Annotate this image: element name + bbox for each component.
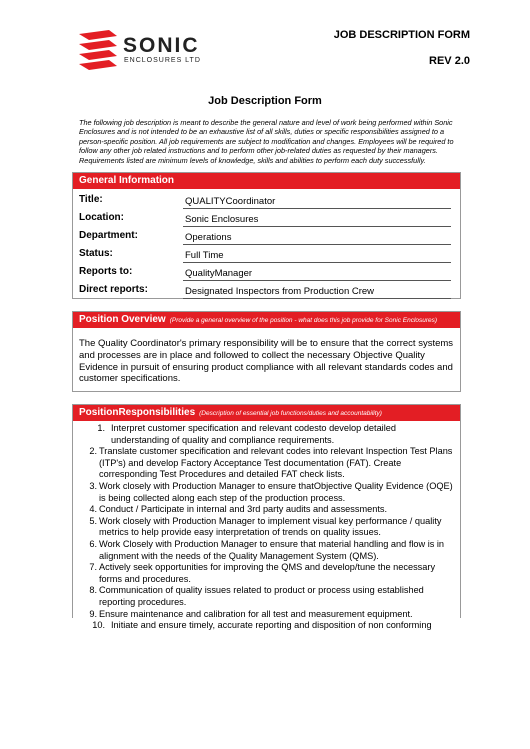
item-text: Conduct / Participate in internal and 3rd party audits and assessments.	[99, 504, 388, 515]
item-number: 4.	[89, 504, 97, 515]
position-responsibilities-header	[73, 405, 460, 421]
item-number: 10.	[92, 620, 105, 631]
document-title: Job Description Form	[208, 95, 322, 107]
position-overview-note: (Provide a general overview of the position - what does this job provide for Sonic Enclosures)	[169, 317, 438, 324]
item-number: 9.	[89, 608, 97, 619]
item-number: 2.	[89, 446, 97, 457]
position-overview-header	[73, 312, 460, 328]
field-label: Title:	[79, 194, 103, 205]
company-logo	[79, 30, 219, 74]
list-item	[79, 504, 454, 516]
revision-label: REV 2.0	[429, 55, 470, 67]
field-label: Reports to:	[79, 266, 133, 277]
item-number: 7.	[89, 562, 97, 573]
item-number: 8.	[89, 585, 97, 596]
field-row-reports-to	[79, 264, 454, 282]
item-text: Communication of quality issues related to product or process using established reporting procedures.	[99, 585, 424, 607]
position-overview-section	[72, 311, 461, 392]
responsibilities-list[interactable]	[73, 421, 460, 632]
item-number: 3.	[89, 480, 97, 491]
position-responsibilities-section	[72, 404, 461, 631]
item-text: Initiate and ensure timely, accurate reporting and disposition of non conforming	[111, 620, 432, 631]
list-item	[79, 562, 454, 585]
field-row-title	[79, 192, 454, 210]
title-field[interactable]: QUALITYCoordinator	[183, 195, 451, 209]
direct-reports-field[interactable]: Designated Inspectors from Production Crew	[183, 285, 451, 299]
field-row-direct-reports	[79, 282, 454, 300]
field-label: Department:	[79, 230, 138, 241]
field-row-location	[79, 210, 454, 228]
item-text: Work closely with Production Manager to ensure thatObjective Quality Evidence (OQE) is being collected along each step of the production process.	[99, 480, 453, 503]
list-item	[79, 423, 454, 446]
field-label: Status:	[79, 248, 113, 259]
form-title: JOB DESCRIPTION FORM	[333, 29, 470, 41]
item-text: Interpret customer specification and relevant codesto develop detailed understanding of quality and compliance requirements.	[111, 423, 396, 445]
item-number: 6.	[89, 538, 97, 549]
list-item	[79, 620, 454, 632]
location-field[interactable]: Sonic Enclosures	[183, 213, 451, 227]
position-overview-text[interactable]: The Quality Coordinator's primary responsibility will be to ensure that the correct systems and processes are in place and followed to collect the necessary Objective Quality Evidence in pursuit of ensuring product compliance with all relevant standards codes and customer specifications.	[79, 338, 454, 385]
position-overview-heading: Position Overview	[79, 314, 166, 325]
general-information-heading: General Information	[73, 173, 460, 189]
item-text: Work Closely with Production Manager to ensure that material handling and flow is in alignment with the needs of the Quality Management System (QMS).	[99, 538, 445, 561]
status-field[interactable]: Full Time	[183, 249, 451, 263]
item-text: Actively seek opportunities for improving the QMS and develop/tune the necessary forms and procedures.	[99, 562, 436, 584]
field-label: Direct reports:	[79, 284, 148, 295]
position-responsibilities-heading: PositionResponsibilities	[79, 407, 196, 418]
reports-to-field[interactable]: QualityManager	[183, 267, 451, 281]
item-text: Translate customer specification and relevant codes into relevant Inspection Test Plans (ITP's) and develop Factory Acceptance Test documentation (FAT). Create corresponding Test Procedures and detailed FAT check lists.	[99, 446, 453, 480]
item-number: 1.	[97, 423, 105, 433]
position-responsibilities-note: (Description of essential job functions/duties and accountability)	[199, 410, 382, 417]
list-item	[79, 539, 454, 562]
department-field[interactable]: Operations	[183, 231, 451, 245]
list-item	[79, 585, 454, 608]
list-item	[79, 481, 454, 504]
item-text: Ensure maintenance and calibration for all test and measurement equipment.	[99, 608, 413, 619]
sonic-logo-icon	[79, 30, 117, 70]
brand-subtitle: ENCLOSURES LTD	[124, 57, 201, 64]
item-text: Work closely with Production Manager to implement visual key performance / quality metrics to help provide easy interpretation of trends on quality issues.	[99, 515, 442, 538]
field-row-status	[79, 246, 454, 264]
brand-name: SONIC	[123, 34, 200, 57]
general-information-section	[72, 172, 461, 299]
list-item	[79, 446, 454, 481]
list-item	[79, 609, 454, 621]
item-number: 5.	[89, 515, 97, 526]
list-item	[79, 516, 454, 539]
field-label: Location:	[79, 212, 124, 223]
field-row-department	[79, 228, 454, 246]
intro-paragraph: The following job description is meant to describe the general nature and level of work being performed within Sonic Enclosures and is not intended to be an exhaustive list of all skills, duties or specific responsibilities assigned to a person-specific position. All job requirements are subject to modification and changes. Employees will be required to follow any other job related instructions and to perform other job-related duties as requested by their managers. Requirements listed are minimum levels of knowledge, skills and abilities to perform each duty successfully.	[79, 118, 454, 165]
